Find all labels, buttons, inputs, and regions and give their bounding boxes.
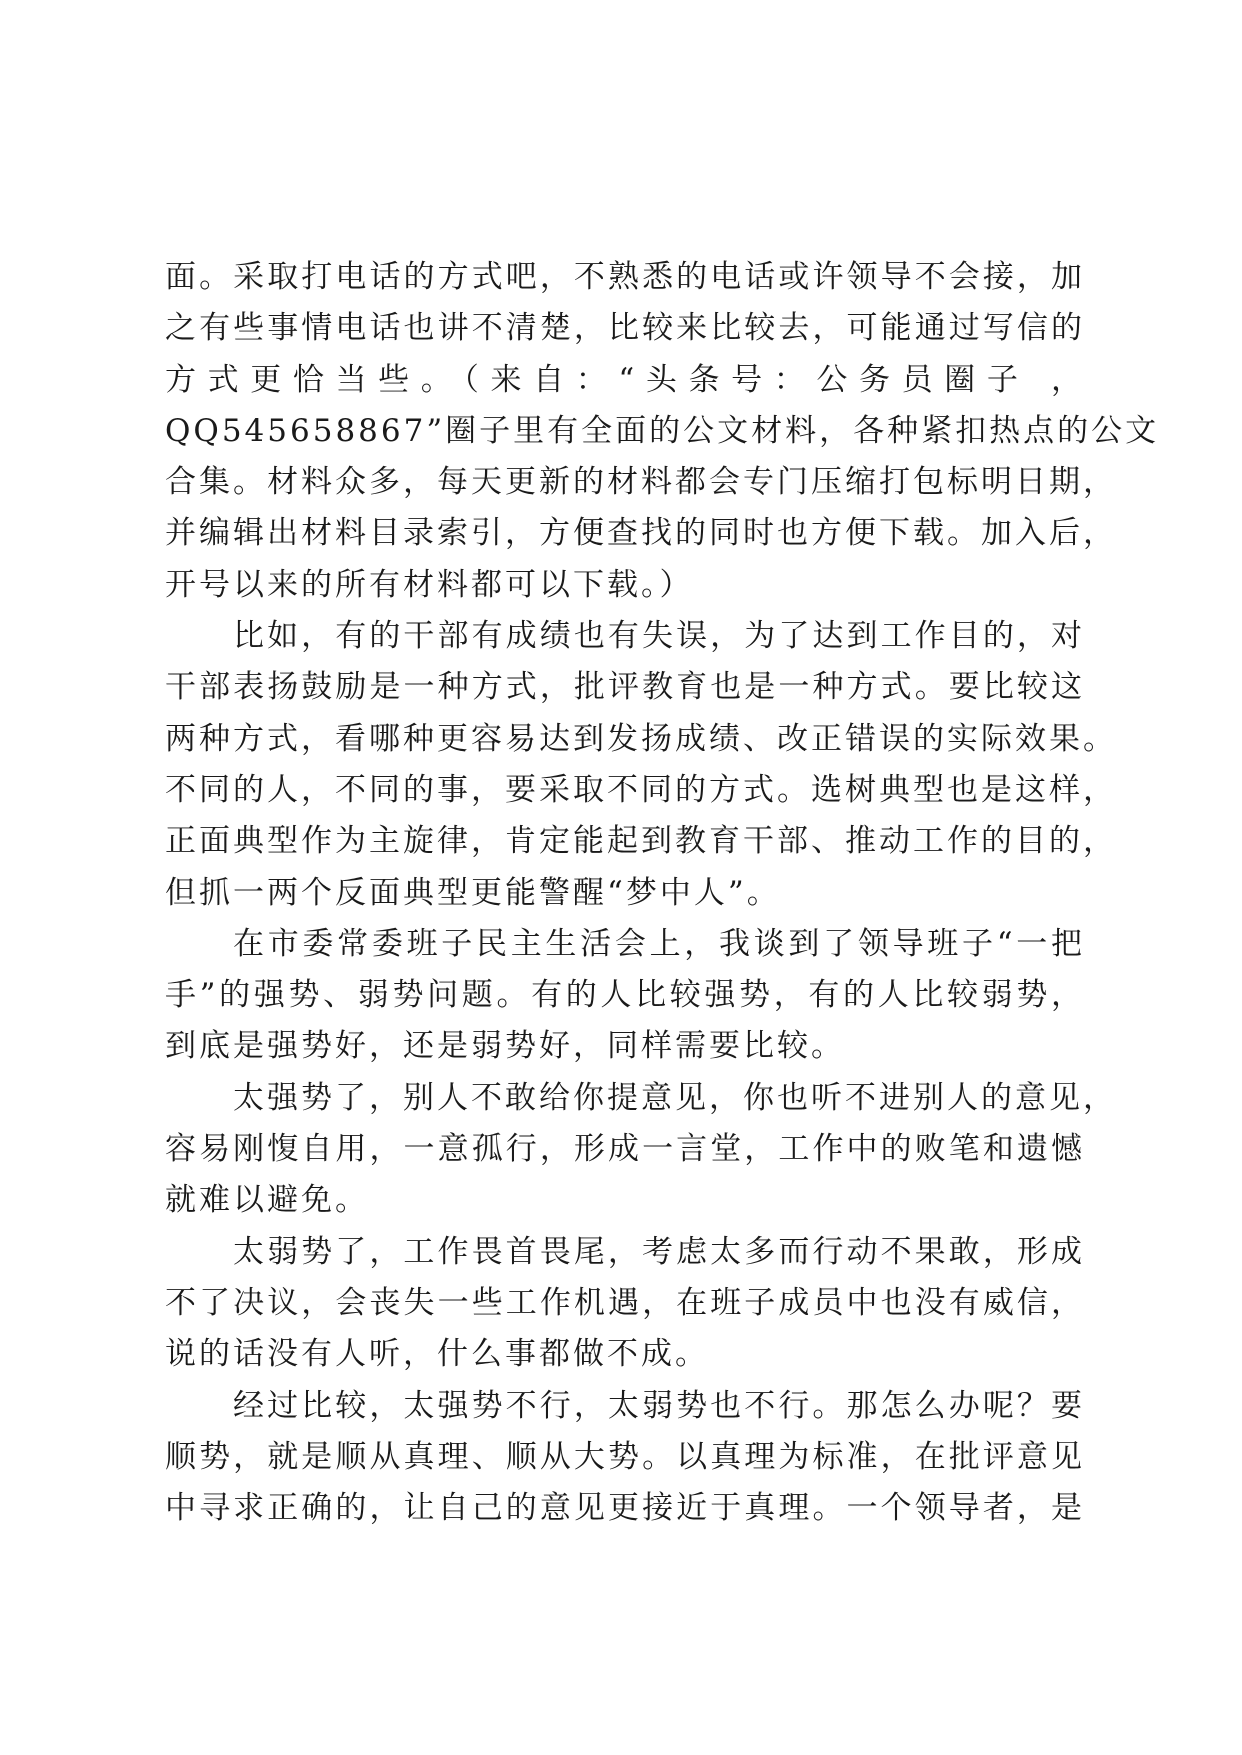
paragraph-5-line-2: 不了决议，会丧失一些工作机遇，在班子成员中也没有威信， xyxy=(165,1284,1085,1321)
paragraph-1-line-4: QQ545658867”圈子里有全面的公文材料，各种紧扣热点的公文 xyxy=(165,412,1160,449)
paragraph-3-line-3: 到底是强势好，还是弱势好，同样需要比较。 xyxy=(165,1028,845,1065)
paragraph-3-line-1: 在市委常委班子民主生活会上，我谈到了领导班子“一把 xyxy=(233,925,1085,962)
paragraph-2-line-2: 干部表扬鼓励是一种方式，批评教育也是一种方式。要比较这 xyxy=(165,669,1085,706)
paragraph-6-line-3: 中寻求正确的，让自己的意见更接近于真理。一个领导者，是 xyxy=(165,1490,1085,1527)
paragraph-1-line-3: 方式更恰当些。（来自：“头条号：公务员圈子 ， xyxy=(165,361,1085,398)
paragraph-4-line-2: 容易刚愎自用，一意孤行，形成一言堂，工作中的败笔和遗憾 xyxy=(165,1131,1085,1168)
paragraph-5-line-3: 说的话没有人听，什么事都做不成。 xyxy=(165,1336,709,1373)
paragraph-6-line-1: 经过比较，太强势不行，太弱势也不行。那怎么办呢？要 xyxy=(233,1387,1085,1424)
paragraph-2-line-1: 比如，有的干部有成绩也有失误，为了达到工作目的，对 xyxy=(233,618,1085,655)
paragraph-6-line-2: 顺势，就是顺从真理、顺从大势。以真理为标准，在批评意见 xyxy=(165,1438,1085,1475)
paragraph-4-line-3: 就难以避免。 xyxy=(165,1182,369,1219)
paragraph-1-line-2: 之有些事情电话也讲不清楚，比较来比较去，可能通过写信的 xyxy=(165,310,1085,347)
paragraph-1-line-1: 面。采取打电话的方式吧，不熟悉的电话或许领导不会接，加 xyxy=(165,259,1085,295)
paragraph-1-line-5: 合集。材料众多，每天更新的材料都会专门压缩打包标明日期， xyxy=(165,464,1117,501)
paragraph-5-line-1: 太弱势了，工作畏首畏尾，考虑太多而行动不果敢，形成 xyxy=(233,1233,1085,1270)
paragraph-2-line-6: 但抓一两个反面典型更能警醒“梦中人”。 xyxy=(165,874,781,911)
paragraph-4-line-1: 太强势了，别人不敢给你提意见，你也听不进别人的意见， xyxy=(233,1079,1117,1116)
document-body xyxy=(165,252,1160,1534)
paragraph-2-line-3: 两种方式，看哪种更容易达到发扬成绩、改正错误的实际效果。 xyxy=(165,720,1117,757)
paragraph-1-line-7: 开号以来的所有材料都可以下载。） xyxy=(165,566,694,603)
paragraph-1-line-6: 并编辑出材料目录索引，方便查找的同时也方便下载。加入后， xyxy=(165,515,1117,552)
paragraph-2-line-4: 不同的人，不同的事，要采取不同的方式。选树典型也是这样， xyxy=(165,771,1117,808)
paragraph-3-line-2: 手”的强势、弱势问题。有的人比较强势，有的人比较弱势， xyxy=(165,977,1085,1014)
paragraph-2-line-5: 正面典型作为主旋律，肯定能起到教育干部、推动工作的目的， xyxy=(165,823,1117,860)
